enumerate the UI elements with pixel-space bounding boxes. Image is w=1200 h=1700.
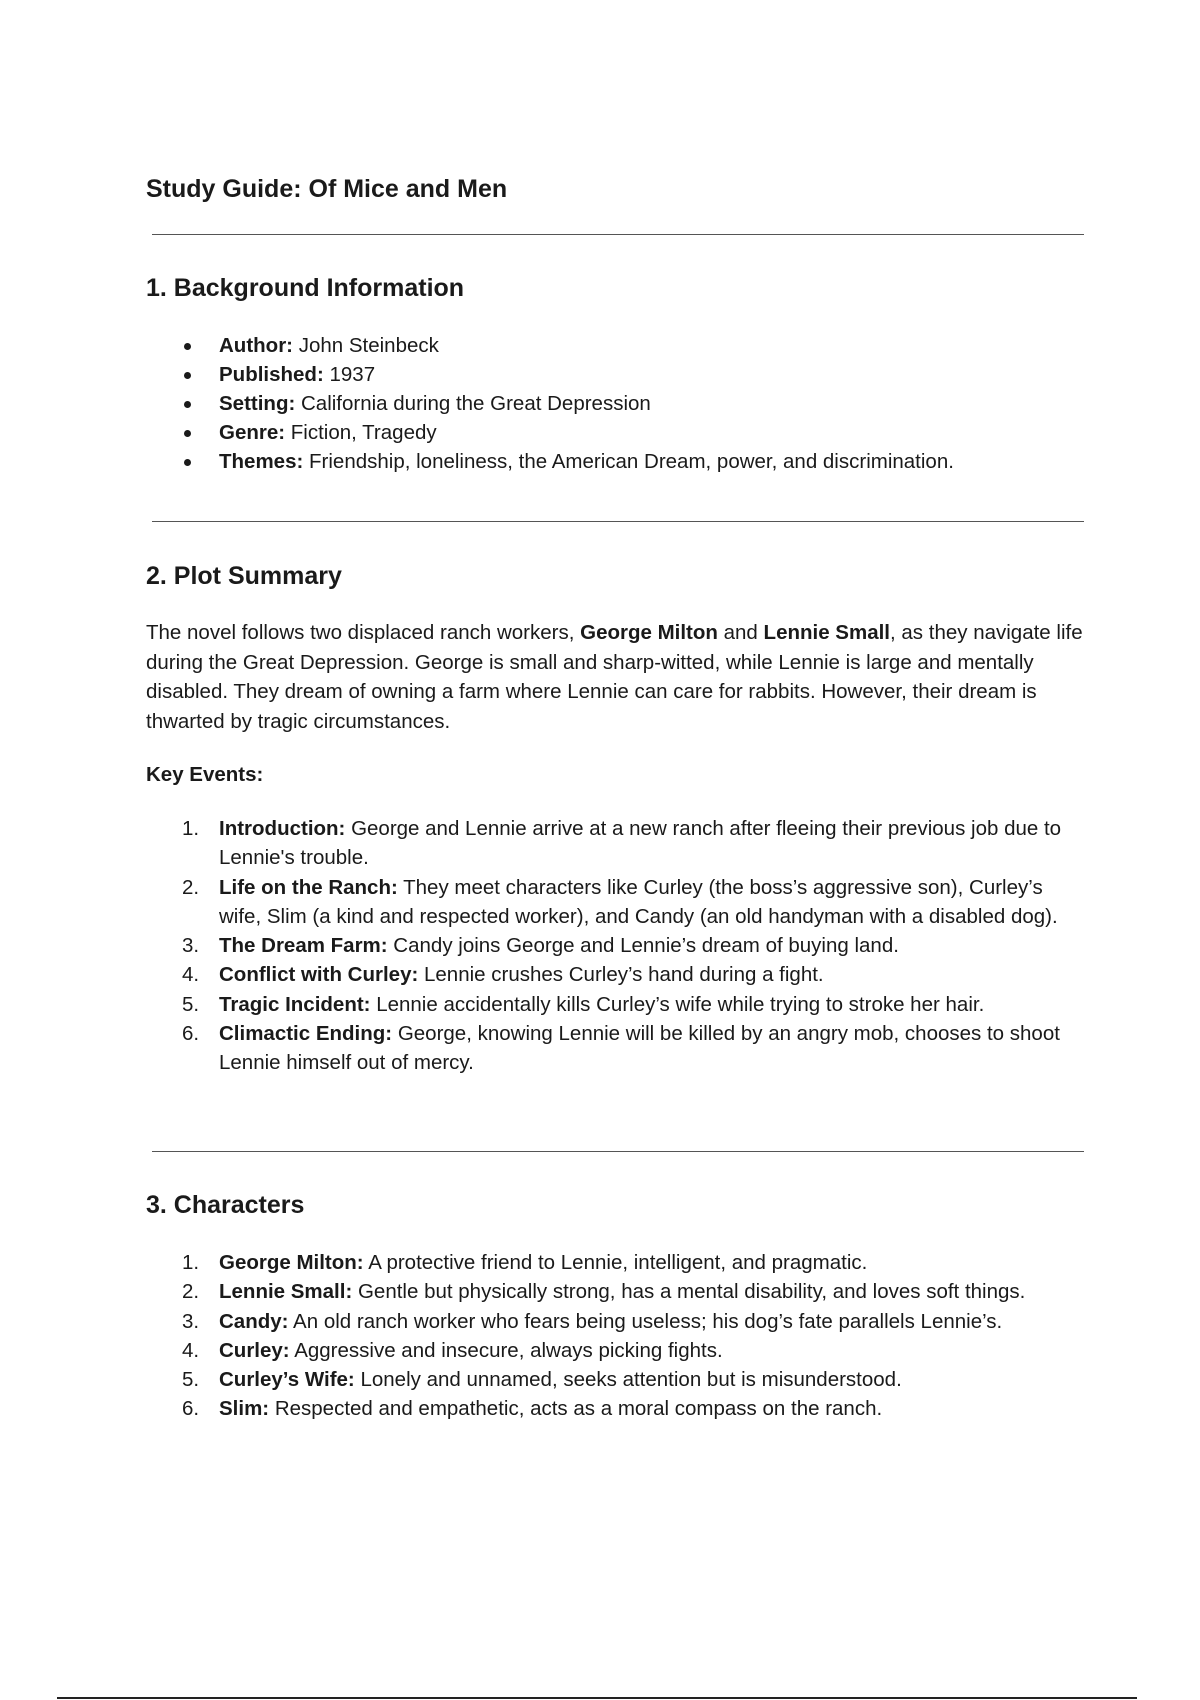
item-label: Candy: [219, 1309, 289, 1333]
item-text: George and Lennie arrive at a new ranch after fleeing their previous job due to Lennie's trouble. [219, 817, 1062, 870]
list-item [146, 360, 954, 389]
item-label: Curley’s Wife: [219, 1368, 355, 1392]
list-item [146, 1019, 1086, 1078]
list-item [146, 1394, 1086, 1423]
item-label: The Dream Farm: [219, 934, 388, 958]
item-number: 6. [182, 1022, 200, 1046]
list-item [146, 873, 1086, 932]
item-label: Author: [219, 334, 294, 357]
item-number: 5. [182, 992, 200, 1016]
item-text: An old ranch worker who fears being useless; his dog’s fate parallels Lennie’s. [288, 1309, 1003, 1333]
item-value: 1937 [323, 363, 376, 386]
list-item [146, 389, 954, 418]
summary-text: and [717, 621, 764, 644]
item-label: George Milton: [219, 1251, 364, 1274]
list-item [146, 418, 954, 447]
summary-text: , as they navigate life during the Great Depression. George is small and sharp-witted, while Lennie is large and mentally disabled. They dream of owning a farm where Lennie can care for rabbits. However, their dream is thwarted by tragic circumstances. [146, 621, 1083, 733]
list-item [146, 814, 1086, 873]
list-item [146, 1248, 1086, 1277]
item-text: Gentle but physically strong, has a mental disability, and loves soft things. [352, 1280, 1026, 1304]
item-label: Themes: [219, 450, 304, 473]
item-number: 4. [182, 1338, 200, 1362]
item-text: George, knowing Lennie will be killed by an angry mob, chooses to shoot Lennie himself out of mercy. [219, 1022, 1060, 1075]
list-item [146, 1365, 1086, 1394]
item-text: Lonely and unnamed, seeks attention but is misunderstood. [354, 1368, 902, 1392]
item-number: 1. [182, 817, 200, 840]
item-number: 1. [182, 1251, 200, 1274]
item-text: Respected and empathetic, acts as a moral compass on the ranch. [269, 1397, 883, 1421]
plot-summary-paragraph [146, 618, 1086, 736]
item-label: Climactic Ending: [219, 1022, 393, 1046]
item-label: Life on the Ranch: [219, 875, 398, 899]
key-events-list [146, 814, 1086, 1078]
item-number: 2. [182, 875, 200, 899]
item-text: Aggressive and insecure, always picking fights. [289, 1338, 723, 1362]
item-value: Fiction, Tragedy [285, 421, 437, 444]
item-value: Friendship, loneliness, the American Dream, power, and discrimination. [303, 450, 954, 473]
item-text: Lennie accidentally kills Curley’s wife while trying to stroke her hair. [370, 992, 985, 1016]
item-value: John Steinbeck [293, 334, 439, 357]
list-item [146, 960, 1086, 989]
section-heading-characters: 3. Characters [146, 1191, 305, 1219]
item-label: Conflict with Curley: [219, 963, 419, 987]
item-label: Lennie Small: [219, 1280, 353, 1304]
item-label: Curley: [219, 1338, 290, 1362]
horizontal-rule [152, 234, 1084, 235]
summary-text: The novel follows two displaced ranch workers, [146, 621, 581, 644]
item-number: 3. [182, 1309, 200, 1333]
item-label: Published: [219, 363, 324, 386]
item-label: Tragic Incident: [219, 992, 371, 1016]
horizontal-rule [152, 1151, 1084, 1152]
item-number: 3. [182, 934, 200, 958]
bullet-icon [184, 401, 191, 408]
item-label: Setting: [219, 392, 296, 415]
item-text: Lennie crushes Curley’s hand during a fight. [418, 963, 824, 987]
item-text: They meet characters like Curley (the boss’s aggressive son), Curley’s wife, Slim (a kind and respected worker), and Candy (an old handyman with a disabled dog). [219, 875, 1058, 928]
list-item [146, 990, 1086, 1019]
section-heading-plot: 2. Plot Summary [146, 562, 342, 590]
bullet-icon [184, 459, 191, 466]
characters-list [146, 1248, 1086, 1424]
list-item [146, 1336, 1086, 1365]
summary-name-george: George Milton [580, 621, 718, 644]
item-number: 5. [182, 1368, 200, 1392]
item-text: A protective friend to Lennie, intelligent, and pragmatic. [363, 1251, 868, 1274]
key-events-label: Key Events: [146, 763, 264, 786]
item-number: 6. [182, 1397, 200, 1421]
list-item [146, 1277, 1086, 1306]
summary-name-lennie: Lennie Small [763, 621, 891, 644]
item-value: California during the Great Depression [295, 392, 651, 415]
bullet-icon [184, 430, 191, 437]
item-label: Slim: [219, 1397, 270, 1421]
list-item [146, 931, 1086, 960]
list-item [146, 331, 954, 360]
bullet-icon [184, 372, 191, 379]
background-list [146, 331, 954, 476]
item-text: Candy joins George and Lennie’s dream of buying land. [387, 934, 899, 958]
document-title: Study Guide: Of Mice and Men [146, 175, 508, 203]
item-label: Introduction: [219, 817, 346, 840]
item-number: 2. [182, 1280, 200, 1304]
section-heading-background: 1. Background Information [146, 274, 465, 302]
list-item [146, 447, 954, 476]
item-label: Genre: [219, 421, 286, 444]
horizontal-rule [152, 521, 1084, 522]
bullet-icon [184, 343, 191, 350]
page-bottom-edge [57, 1697, 1137, 1699]
list-item [146, 1307, 1086, 1336]
item-number: 4. [182, 963, 200, 987]
